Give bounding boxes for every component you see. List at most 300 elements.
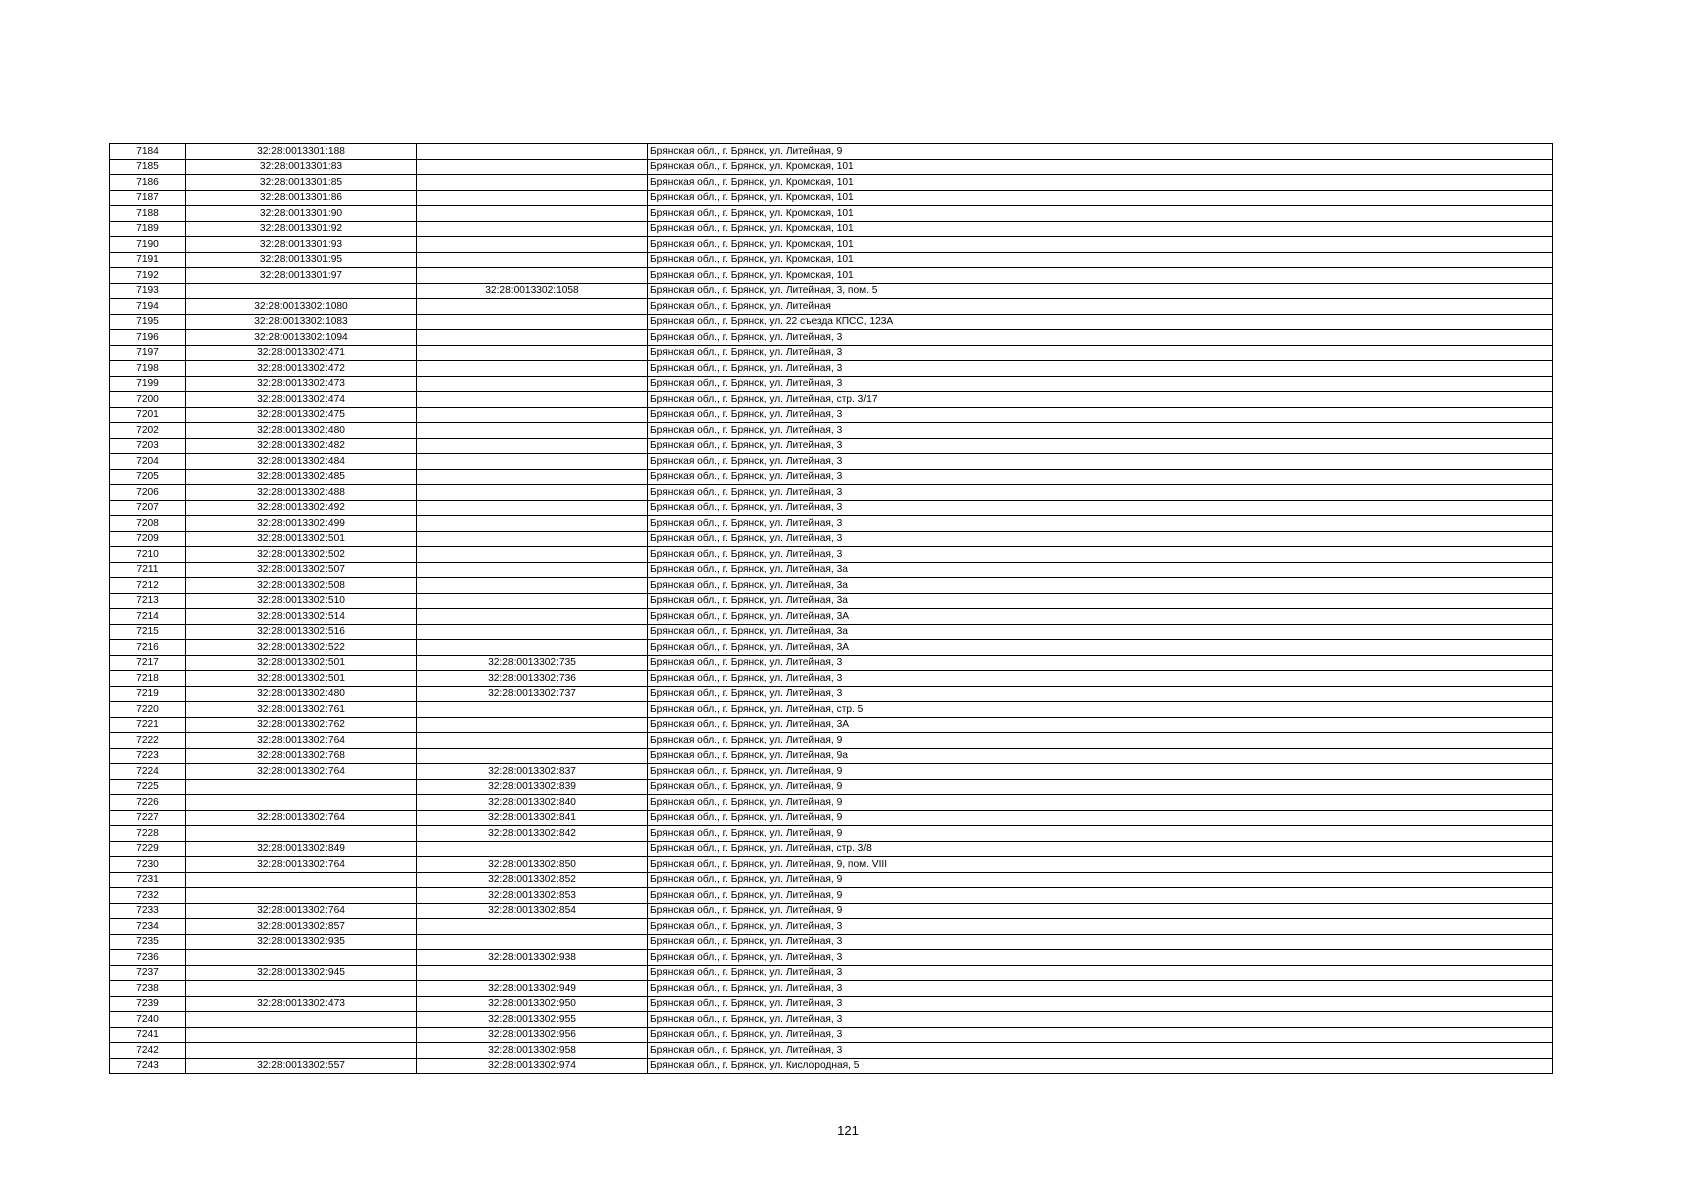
parcel-cadastral-number-cell xyxy=(186,981,417,997)
table-row xyxy=(110,190,1553,206)
object-cadastral-number-cell xyxy=(417,717,648,733)
object-cadastral-number-cell xyxy=(417,345,648,361)
address-cell: Брянская обл., г. Брянск, ул. Литейная, 3 xyxy=(648,1027,1553,1043)
object-cadastral-number-cell xyxy=(417,237,648,253)
row-number-cell: 7197 xyxy=(110,345,186,361)
table-row xyxy=(110,671,1553,687)
table-row xyxy=(110,531,1553,547)
row-number-cell: 7214 xyxy=(110,609,186,625)
parcel-cadastral-number-cell: 32:28:0013302:473 xyxy=(186,376,417,392)
table-row xyxy=(110,500,1553,516)
address-cell: Брянская обл., г. Брянск, ул. Литейная, 9 xyxy=(648,872,1553,888)
parcel-cadastral-number-cell xyxy=(186,1012,417,1028)
address-cell: Брянская обл., г. Брянск, ул. Литейная, 3 xyxy=(648,1012,1553,1028)
address-cell: Брянская обл., г. Брянск, ул. Литейная, 9 xyxy=(648,826,1553,842)
row-number-cell: 7188 xyxy=(110,206,186,222)
row-number-cell: 7210 xyxy=(110,547,186,563)
row-number-cell: 7206 xyxy=(110,485,186,501)
address-cell: Брянская обл., г. Брянск, ул. Литейная, 3 xyxy=(648,934,1553,950)
address-cell: Брянская обл., г. Брянск, ул. Литейная, 9 xyxy=(648,779,1553,795)
address-cell: Брянская обл., г. Брянск, ул. Литейная, 3 xyxy=(648,423,1553,439)
address-cell: Брянская обл., г. Брянск, ул. 22 съезда КПСС, 123А xyxy=(648,314,1553,330)
table-row xyxy=(110,562,1553,578)
table-row xyxy=(110,407,1553,423)
table-row xyxy=(110,593,1553,609)
table-row xyxy=(110,175,1553,191)
address-cell: Брянская обл., г. Брянск, ул. Литейная, 3 xyxy=(648,361,1553,377)
address-cell: Брянская обл., г. Брянск, ул. Литейная, стр. 3/17 xyxy=(648,392,1553,408)
parcel-cadastral-number-cell xyxy=(186,779,417,795)
table-row xyxy=(110,252,1553,268)
object-cadastral-number-cell xyxy=(417,640,648,656)
object-cadastral-number-cell: 32:28:0013302:840 xyxy=(417,795,648,811)
table-row xyxy=(110,314,1553,330)
table-row xyxy=(110,1043,1553,1059)
parcel-cadastral-number-cell: 32:28:0013302:857 xyxy=(186,919,417,935)
address-cell: Брянская обл., г. Брянск, ул. Литейная, 3 xyxy=(648,376,1553,392)
parcel-cadastral-number-cell xyxy=(186,1027,417,1043)
address-cell: Брянская обл., г. Брянск, ул. Литейная, 3 xyxy=(648,547,1553,563)
table-row xyxy=(110,376,1553,392)
parcel-cadastral-number-cell: 32:28:0013301:83 xyxy=(186,159,417,175)
table-row xyxy=(110,717,1553,733)
row-number-cell: 7231 xyxy=(110,872,186,888)
object-cadastral-number-cell: 32:28:0013302:737 xyxy=(417,686,648,702)
row-number-cell: 7187 xyxy=(110,190,186,206)
parcel-cadastral-number-cell: 32:28:0013302:1080 xyxy=(186,299,417,315)
parcel-cadastral-number-cell: 32:28:0013302:484 xyxy=(186,454,417,470)
parcel-cadastral-number-cell: 32:28:0013302:764 xyxy=(186,810,417,826)
table-row xyxy=(110,826,1553,842)
address-cell: Брянская обл., г. Брянск, ул. Литейная, 3 xyxy=(648,919,1553,935)
table-row xyxy=(110,841,1553,857)
object-cadastral-number-cell xyxy=(417,702,648,718)
parcel-cadastral-number-cell: 32:28:0013302:472 xyxy=(186,361,417,377)
address-cell: Брянская обл., г. Брянск, ул. Литейная, 3А xyxy=(648,717,1553,733)
row-number-cell: 7241 xyxy=(110,1027,186,1043)
address-cell: Брянская обл., г. Брянск, ул. Литейная, 3 xyxy=(648,965,1553,981)
parcel-cadastral-number-cell xyxy=(186,826,417,842)
row-number-cell: 7218 xyxy=(110,671,186,687)
row-number-cell: 7198 xyxy=(110,361,186,377)
row-number-cell: 7216 xyxy=(110,640,186,656)
object-cadastral-number-cell: 32:28:0013302:974 xyxy=(417,1058,648,1074)
table-row xyxy=(110,640,1553,656)
register-table xyxy=(109,143,1553,1074)
parcel-cadastral-number-cell: 32:28:0013301:90 xyxy=(186,206,417,222)
address-cell: Брянская обл., г. Брянск, ул. Литейная, 3 xyxy=(648,950,1553,966)
address-cell: Брянская обл., г. Брянск, ул. Литейная, стр. 5 xyxy=(648,702,1553,718)
address-cell: Брянская обл., г. Брянск, ул. Литейная, 3 xyxy=(648,981,1553,997)
object-cadastral-number-cell xyxy=(417,190,648,206)
row-number-cell: 7235 xyxy=(110,934,186,950)
parcel-cadastral-number-cell xyxy=(186,950,417,966)
row-number-cell: 7234 xyxy=(110,919,186,935)
table-row xyxy=(110,748,1553,764)
parcel-cadastral-number-cell: 32:28:0013302:499 xyxy=(186,516,417,532)
parcel-cadastral-number-cell: 32:28:0013302:1083 xyxy=(186,314,417,330)
address-cell: Брянская обл., г. Брянск, ул. Литейная, 3 xyxy=(648,671,1553,687)
parcel-cadastral-number-cell: 32:28:0013302:474 xyxy=(186,392,417,408)
address-cell: Брянская обл., г. Брянск, ул. Литейная, 3, пом. 5 xyxy=(648,283,1553,299)
table-row xyxy=(110,469,1553,485)
table-row xyxy=(110,903,1553,919)
row-number-cell: 7224 xyxy=(110,764,186,780)
parcel-cadastral-number-cell: 32:28:0013302:514 xyxy=(186,609,417,625)
object-cadastral-number-cell xyxy=(417,841,648,857)
address-cell: Брянская обл., г. Брянск, ул. Литейная xyxy=(648,299,1553,315)
address-cell: Брянская обл., г. Брянск, ул. Литейная, 3а xyxy=(648,578,1553,594)
address-cell: Брянская обл., г. Брянск, ул. Кислородная, 5 xyxy=(648,1058,1553,1074)
parcel-cadastral-number-cell: 32:28:0013302:1094 xyxy=(186,330,417,346)
object-cadastral-number-cell xyxy=(417,407,648,423)
object-cadastral-number-cell xyxy=(417,748,648,764)
parcel-cadastral-number-cell: 32:28:0013302:488 xyxy=(186,485,417,501)
row-number-cell: 7204 xyxy=(110,454,186,470)
row-number-cell: 7195 xyxy=(110,314,186,330)
table-row xyxy=(110,1012,1553,1028)
table-row xyxy=(110,206,1553,222)
parcel-cadastral-number-cell: 32:28:0013302:935 xyxy=(186,934,417,950)
row-number-cell: 7211 xyxy=(110,562,186,578)
object-cadastral-number-cell: 32:28:0013302:842 xyxy=(417,826,648,842)
address-cell: Брянская обл., г. Брянск, ул. Литейная, 3 xyxy=(648,500,1553,516)
object-cadastral-number-cell xyxy=(417,485,648,501)
parcel-cadastral-number-cell: 32:28:0013302:510 xyxy=(186,593,417,609)
object-cadastral-number-cell xyxy=(417,547,648,563)
address-cell: Брянская обл., г. Брянск, ул. Литейная, 3 xyxy=(648,686,1553,702)
row-number-cell: 7212 xyxy=(110,578,186,594)
object-cadastral-number-cell xyxy=(417,531,648,547)
parcel-cadastral-number-cell: 32:28:0013302:522 xyxy=(186,640,417,656)
row-number-cell: 7220 xyxy=(110,702,186,718)
address-cell: Брянская обл., г. Брянск, ул. Литейная, 9, пом. VIII xyxy=(648,857,1553,873)
table-row xyxy=(110,857,1553,873)
table-row xyxy=(110,888,1553,904)
address-cell: Брянская обл., г. Брянск, ул. Литейная, 3а xyxy=(648,624,1553,640)
address-cell: Брянская обл., г. Брянск, ул. Кромская, 101 xyxy=(648,206,1553,222)
row-number-cell: 7186 xyxy=(110,175,186,191)
parcel-cadastral-number-cell: 32:28:0013302:508 xyxy=(186,578,417,594)
parcel-cadastral-number-cell: 32:28:0013301:86 xyxy=(186,190,417,206)
table-row xyxy=(110,795,1553,811)
address-cell: Брянская обл., г. Брянск, ул. Литейная, 3 xyxy=(648,438,1553,454)
object-cadastral-number-cell: 32:28:0013302:956 xyxy=(417,1027,648,1043)
row-number-cell: 7236 xyxy=(110,950,186,966)
row-number-cell: 7193 xyxy=(110,283,186,299)
parcel-cadastral-number-cell: 32:28:0013302:764 xyxy=(186,857,417,873)
row-number-cell: 7239 xyxy=(110,996,186,1012)
parcel-cadastral-number-cell: 32:28:0013301:97 xyxy=(186,268,417,284)
table-row xyxy=(110,965,1553,981)
object-cadastral-number-cell xyxy=(417,221,648,237)
object-cadastral-number-cell xyxy=(417,733,648,749)
object-cadastral-number-cell xyxy=(417,299,648,315)
address-cell: Брянская обл., г. Брянск, ул. Кромская, 101 xyxy=(648,190,1553,206)
object-cadastral-number-cell xyxy=(417,624,648,640)
object-cadastral-number-cell xyxy=(417,454,648,470)
row-number-cell: 7201 xyxy=(110,407,186,423)
table-row xyxy=(110,609,1553,625)
table-row xyxy=(110,624,1553,640)
row-number-cell: 7221 xyxy=(110,717,186,733)
object-cadastral-number-cell xyxy=(417,919,648,935)
row-number-cell: 7217 xyxy=(110,655,186,671)
table-row xyxy=(110,345,1553,361)
object-cadastral-number-cell xyxy=(417,159,648,175)
table-row xyxy=(110,702,1553,718)
table-row xyxy=(110,779,1553,795)
parcel-cadastral-number-cell: 32:28:0013302:482 xyxy=(186,438,417,454)
row-number-cell: 7222 xyxy=(110,733,186,749)
table-row xyxy=(110,438,1553,454)
row-number-cell: 7208 xyxy=(110,516,186,532)
row-number-cell: 7227 xyxy=(110,810,186,826)
row-number-cell: 7194 xyxy=(110,299,186,315)
object-cadastral-number-cell: 32:28:0013302:850 xyxy=(417,857,648,873)
parcel-cadastral-number-cell: 32:28:0013302:762 xyxy=(186,717,417,733)
address-cell: Брянская обл., г. Брянск, ул. Литейная, 3а xyxy=(648,593,1553,609)
parcel-cadastral-number-cell: 32:28:0013302:502 xyxy=(186,547,417,563)
address-cell: Брянская обл., г. Брянск, ул. Литейная, 3 xyxy=(648,655,1553,671)
parcel-cadastral-number-cell: 32:28:0013301:85 xyxy=(186,175,417,191)
address-cell: Брянская обл., г. Брянск, ул. Литейная, стр. 3/8 xyxy=(648,841,1553,857)
object-cadastral-number-cell: 32:28:0013302:950 xyxy=(417,996,648,1012)
object-cadastral-number-cell xyxy=(417,578,648,594)
object-cadastral-number-cell: 32:28:0013302:853 xyxy=(417,888,648,904)
table-row xyxy=(110,655,1553,671)
object-cadastral-number-cell: 32:28:0013302:837 xyxy=(417,764,648,780)
object-cadastral-number-cell xyxy=(417,330,648,346)
table-row xyxy=(110,547,1553,563)
address-cell: Брянская обл., г. Брянск, ул. Литейная, 3 xyxy=(648,454,1553,470)
row-number-cell: 7203 xyxy=(110,438,186,454)
address-cell: Брянская обл., г. Брянск, ул. Литейная, 3 xyxy=(648,407,1553,423)
table-row xyxy=(110,516,1553,532)
table-row xyxy=(110,733,1553,749)
table-row xyxy=(110,950,1553,966)
address-cell: Брянская обл., г. Брянск, ул. Литейная, 3 xyxy=(648,345,1553,361)
parcel-cadastral-number-cell: 32:28:0013302:768 xyxy=(186,748,417,764)
address-cell: Брянская обл., г. Брянск, ул. Литейная, 3А xyxy=(648,609,1553,625)
object-cadastral-number-cell: 32:28:0013302:955 xyxy=(417,1012,648,1028)
object-cadastral-number-cell xyxy=(417,609,648,625)
row-number-cell: 7229 xyxy=(110,841,186,857)
address-cell: Брянская обл., г. Брянск, ул. Литейная, 9 xyxy=(648,764,1553,780)
parcel-cadastral-number-cell: 32:28:0013301:92 xyxy=(186,221,417,237)
row-number-cell: 7226 xyxy=(110,795,186,811)
row-number-cell: 7237 xyxy=(110,965,186,981)
table-row xyxy=(110,454,1553,470)
object-cadastral-number-cell xyxy=(417,500,648,516)
row-number-cell: 7209 xyxy=(110,531,186,547)
parcel-cadastral-number-cell: 32:28:0013302:501 xyxy=(186,655,417,671)
parcel-cadastral-number-cell: 32:28:0013302:475 xyxy=(186,407,417,423)
parcel-cadastral-number-cell: 32:28:0013302:764 xyxy=(186,764,417,780)
object-cadastral-number-cell: 32:28:0013302:841 xyxy=(417,810,648,826)
address-cell: Брянская обл., г. Брянск, ул. Кромская, 101 xyxy=(648,252,1553,268)
table-row xyxy=(110,686,1553,702)
parcel-cadastral-number-cell xyxy=(186,872,417,888)
register-table-body xyxy=(110,144,1553,1074)
row-number-cell: 7207 xyxy=(110,500,186,516)
row-number-cell: 7190 xyxy=(110,237,186,253)
page-number: 121 xyxy=(837,1123,859,1138)
address-cell: Брянская обл., г. Брянск, ул. Литейная, 3 xyxy=(648,330,1553,346)
object-cadastral-number-cell: 32:28:0013302:958 xyxy=(417,1043,648,1059)
object-cadastral-number-cell xyxy=(417,593,648,609)
row-number-cell: 7215 xyxy=(110,624,186,640)
table-row xyxy=(110,268,1553,284)
row-number-cell: 7238 xyxy=(110,981,186,997)
row-number-cell: 7213 xyxy=(110,593,186,609)
row-number-cell: 7228 xyxy=(110,826,186,842)
table-row xyxy=(110,810,1553,826)
table-row xyxy=(110,221,1553,237)
address-cell: Брянская обл., г. Брянск, ул. Кромская, 101 xyxy=(648,221,1553,237)
address-cell: Брянская обл., г. Брянск, ул. Литейная, 3 xyxy=(648,485,1553,501)
parcel-cadastral-number-cell xyxy=(186,888,417,904)
row-number-cell: 7205 xyxy=(110,469,186,485)
row-number-cell: 7230 xyxy=(110,857,186,873)
parcel-cadastral-number-cell: 32:28:0013302:764 xyxy=(186,733,417,749)
table-row xyxy=(110,237,1553,253)
table-row xyxy=(110,981,1553,997)
object-cadastral-number-cell xyxy=(417,516,648,532)
object-cadastral-number-cell xyxy=(417,392,648,408)
table-row xyxy=(110,330,1553,346)
object-cadastral-number-cell xyxy=(417,252,648,268)
table-row xyxy=(110,485,1553,501)
address-cell: Брянская обл., г. Брянск, ул. Литейная, 3а xyxy=(648,562,1553,578)
address-cell: Брянская обл., г. Брянск, ул. Литейная, 9 xyxy=(648,733,1553,749)
table-row xyxy=(110,299,1553,315)
address-cell: Брянская обл., г. Брянск, ул. Литейная, 9 xyxy=(648,903,1553,919)
object-cadastral-number-cell: 32:28:0013302:839 xyxy=(417,779,648,795)
parcel-cadastral-number-cell xyxy=(186,795,417,811)
table-row xyxy=(110,423,1553,439)
object-cadastral-number-cell xyxy=(417,175,648,191)
parcel-cadastral-number-cell: 32:28:0013302:501 xyxy=(186,671,417,687)
table-row xyxy=(110,361,1553,377)
table-row xyxy=(110,283,1553,299)
address-cell: Брянская обл., г. Брянск, ул. Литейная, 3 xyxy=(648,531,1553,547)
address-cell: Брянская обл., г. Брянск, ул. Литейная, 9а xyxy=(648,748,1553,764)
parcel-cadastral-number-cell: 32:28:0013302:480 xyxy=(186,423,417,439)
object-cadastral-number-cell xyxy=(417,965,648,981)
object-cadastral-number-cell xyxy=(417,206,648,222)
row-number-cell: 7185 xyxy=(110,159,186,175)
row-number-cell: 7242 xyxy=(110,1043,186,1059)
parcel-cadastral-number-cell: 32:28:0013302:485 xyxy=(186,469,417,485)
address-cell: Брянская обл., г. Брянск, ул. Литейная, 3 xyxy=(648,469,1553,485)
row-number-cell: 7232 xyxy=(110,888,186,904)
object-cadastral-number-cell xyxy=(417,376,648,392)
row-number-cell: 7240 xyxy=(110,1012,186,1028)
address-cell: Брянская обл., г. Брянск, ул. Кромская, 101 xyxy=(648,175,1553,191)
parcel-cadastral-number-cell: 32:28:0013302:849 xyxy=(186,841,417,857)
parcel-cadastral-number-cell: 32:28:0013301:95 xyxy=(186,252,417,268)
parcel-cadastral-number-cell: 32:28:0013302:492 xyxy=(186,500,417,516)
object-cadastral-number-cell: 32:28:0013302:735 xyxy=(417,655,648,671)
row-number-cell: 7233 xyxy=(110,903,186,919)
address-cell: Брянская обл., г. Брянск, ул. Литейная, 3А xyxy=(648,640,1553,656)
parcel-cadastral-number-cell xyxy=(186,1043,417,1059)
parcel-cadastral-number-cell: 32:28:0013302:761 xyxy=(186,702,417,718)
row-number-cell: 7219 xyxy=(110,686,186,702)
row-number-cell: 7196 xyxy=(110,330,186,346)
address-cell: Брянская обл., г. Брянск, ул. Кромская, 101 xyxy=(648,159,1553,175)
parcel-cadastral-number-cell: 32:28:0013302:501 xyxy=(186,531,417,547)
parcel-cadastral-number-cell: 32:28:0013302:557 xyxy=(186,1058,417,1074)
table-row xyxy=(110,392,1553,408)
parcel-cadastral-number-cell: 32:28:0013301:93 xyxy=(186,237,417,253)
parcel-cadastral-number-cell: 32:28:0013302:507 xyxy=(186,562,417,578)
row-number-cell: 7199 xyxy=(110,376,186,392)
row-number-cell: 7191 xyxy=(110,252,186,268)
parcel-cadastral-number-cell xyxy=(186,283,417,299)
address-cell: Брянская обл., г. Брянск, ул. Литейная, 9 xyxy=(648,810,1553,826)
address-cell: Брянская обл., г. Брянск, ул. Кромская, 101 xyxy=(648,268,1553,284)
row-number-cell: 7243 xyxy=(110,1058,186,1074)
object-cadastral-number-cell xyxy=(417,562,648,578)
row-number-cell: 7184 xyxy=(110,144,186,160)
object-cadastral-number-cell: 32:28:0013302:938 xyxy=(417,950,648,966)
parcel-cadastral-number-cell: 32:28:0013302:764 xyxy=(186,903,417,919)
object-cadastral-number-cell: 32:28:0013302:949 xyxy=(417,981,648,997)
row-number-cell: 7225 xyxy=(110,779,186,795)
object-cadastral-number-cell xyxy=(417,268,648,284)
object-cadastral-number-cell xyxy=(417,469,648,485)
object-cadastral-number-cell xyxy=(417,934,648,950)
object-cadastral-number-cell xyxy=(417,144,648,160)
table-row xyxy=(110,1058,1553,1074)
object-cadastral-number-cell: 32:28:0013302:852 xyxy=(417,872,648,888)
object-cadastral-number-cell xyxy=(417,314,648,330)
parcel-cadastral-number-cell: 32:28:0013302:471 xyxy=(186,345,417,361)
table-row xyxy=(110,578,1553,594)
row-number-cell: 7200 xyxy=(110,392,186,408)
object-cadastral-number-cell xyxy=(417,361,648,377)
row-number-cell: 7223 xyxy=(110,748,186,764)
row-number-cell: 7202 xyxy=(110,423,186,439)
address-cell: Брянская обл., г. Брянск, ул. Литейная, 3 xyxy=(648,516,1553,532)
object-cadastral-number-cell: 32:28:0013302:854 xyxy=(417,903,648,919)
table-row xyxy=(110,1027,1553,1043)
parcel-cadastral-number-cell: 32:28:0013302:480 xyxy=(186,686,417,702)
row-number-cell: 7192 xyxy=(110,268,186,284)
table-row xyxy=(110,872,1553,888)
parcel-cadastral-number-cell: 32:28:0013301:188 xyxy=(186,144,417,160)
parcel-cadastral-number-cell: 32:28:0013302:945 xyxy=(186,965,417,981)
address-cell: Брянская обл., г. Брянск, ул. Литейная, 3 xyxy=(648,1043,1553,1059)
table-row xyxy=(110,919,1553,935)
parcel-cadastral-number-cell: 32:28:0013302:473 xyxy=(186,996,417,1012)
address-cell: Брянская обл., г. Брянск, ул. Литейная, 9 xyxy=(648,888,1553,904)
table-row xyxy=(110,764,1553,780)
object-cadastral-number-cell xyxy=(417,438,648,454)
table-row xyxy=(110,934,1553,950)
table-row xyxy=(110,144,1553,160)
table-row xyxy=(110,996,1553,1012)
object-cadastral-number-cell: 32:28:0013302:1058 xyxy=(417,283,648,299)
address-cell: Брянская обл., г. Брянск, ул. Литейная, 9 xyxy=(648,795,1553,811)
parcel-cadastral-number-cell: 32:28:0013302:516 xyxy=(186,624,417,640)
address-cell: Брянская обл., г. Брянск, ул. Кромская, 101 xyxy=(648,237,1553,253)
table-row xyxy=(110,159,1553,175)
object-cadastral-number-cell xyxy=(417,423,648,439)
object-cadastral-number-cell: 32:28:0013302:736 xyxy=(417,671,648,687)
